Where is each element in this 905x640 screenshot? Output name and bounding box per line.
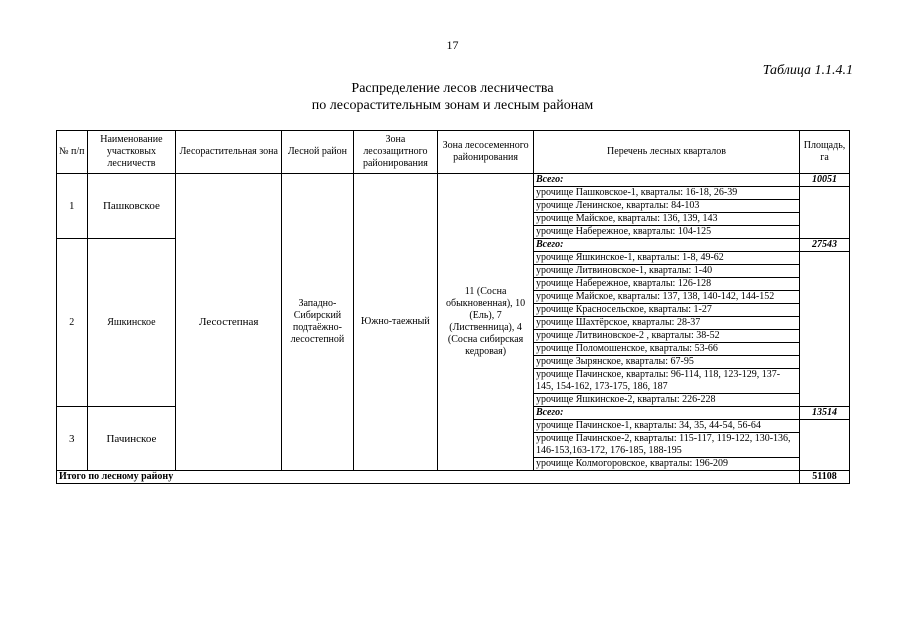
- header-area: Площадь, га: [800, 131, 850, 174]
- quarter-item: урочище Майское, кварталы: 137, 138, 140-142, 144-152: [533, 291, 799, 304]
- grand-total-value: 51108: [800, 471, 850, 484]
- quarter-item: урочище Литвиновское-1, кварталы: 1-40: [533, 265, 799, 278]
- area-blank-cell: [800, 187, 850, 239]
- quarter-item: урочище Пашковское-1, кварталы: 16-18, 26-39: [533, 187, 799, 200]
- header-seed-zone: Зона лесосеменного районирования: [438, 131, 534, 174]
- seed-zone-cell: 11 (Сосна обыкновенная), 10 (Ель), 7 (Лиственница), 4 (Сосна сибирская кедровая): [438, 174, 534, 471]
- quarter-item: урочище Яшкинское-1, кварталы: 1-8, 49-62: [533, 252, 799, 265]
- total-label: Всего:: [533, 239, 799, 252]
- header-veg-zone: Лесорастительная зона: [176, 131, 282, 174]
- quarter-item: урочище Набережное, кварталы: 104-125: [533, 226, 799, 239]
- quarter-item: урочище Майское, кварталы: 136, 139, 143: [533, 213, 799, 226]
- forest-distribution-table: [56, 130, 850, 484]
- total-area: 27543: [800, 239, 850, 252]
- quarter-item: урочище Колмогоровское, кварталы: 196-209: [533, 458, 799, 471]
- protective-zone-cell: Южно-таежный: [353, 174, 438, 471]
- quarter-item: урочище Шахтёрское, кварталы: 28-37: [533, 317, 799, 330]
- total-row: [57, 471, 850, 484]
- quarter-item: урочище Пачинское-2, кварталы: 115-117, 119-122, 130-136, 146-153,163-172, 176-185, 188-195: [533, 433, 799, 458]
- header-protective-zone: Зона лесозащитного районирования: [353, 131, 438, 174]
- forest-region-cell: Западно-Сибирский подтаёжно-лесостепной: [282, 174, 353, 471]
- quarter-item: урочище Зырянское, кварталы: 67-95: [533, 356, 799, 369]
- table-title-line-1: Распределение лесов лесничества: [351, 81, 554, 96]
- row-num: 1: [57, 174, 88, 239]
- table-row: [57, 174, 850, 187]
- grand-total-label: Итого по лесному району: [57, 471, 800, 484]
- quarter-item: урочище Яшкинское-2, кварталы: 226-228: [533, 394, 799, 407]
- total-label: Всего:: [533, 407, 799, 420]
- quarter-item: урочище Поломошенское, кварталы: 53-66: [533, 343, 799, 356]
- area-blank-cell: [800, 252, 850, 407]
- row-num: 2: [57, 239, 88, 407]
- quarter-item: урочище Набережное, кварталы: 126-128: [533, 278, 799, 291]
- veg-zone-cell: Лесостепная: [176, 174, 282, 471]
- table-label: Таблица 1.1.4.1: [762, 63, 853, 78]
- area-blank-cell: [800, 420, 850, 471]
- row-name: Пашковское: [87, 174, 176, 239]
- total-label: Всего:: [533, 174, 799, 187]
- quarter-item: урочище Пачинское, кварталы: 96-114, 118, 123-129, 137-145, 154-162, 173-175, 186, 187: [533, 369, 799, 394]
- quarter-item: урочище Красносельское, кварталы: 1-27: [533, 304, 799, 317]
- row-num: 3: [57, 407, 88, 471]
- table-title-line-2: по лесорастительным зонам и лесным районам: [311, 98, 594, 113]
- quarter-item: урочище Ленинское, кварталы: 84-103: [533, 200, 799, 213]
- total-area: 13514: [800, 407, 850, 420]
- header-row: [57, 131, 850, 174]
- header-num: № п/п: [57, 131, 88, 174]
- row-name: Пачинское: [87, 407, 176, 471]
- header-forest-region: Лесной район: [282, 131, 353, 174]
- row-name: Яшкинское: [87, 239, 176, 407]
- header-name: Наименование участковых лесничеств: [87, 131, 176, 174]
- page-number: 17: [446, 38, 459, 52]
- total-area: 10051: [800, 174, 850, 187]
- table-title: [0, 80, 905, 114]
- quarter-item: урочище Пачинское-1, кварталы: 34, 35, 44-54, 56-64: [533, 420, 799, 433]
- quarter-item: урочище Литвиновское-2 , кварталы: 38-52: [533, 330, 799, 343]
- header-quarters: Перечень лесных кварталов: [533, 131, 799, 174]
